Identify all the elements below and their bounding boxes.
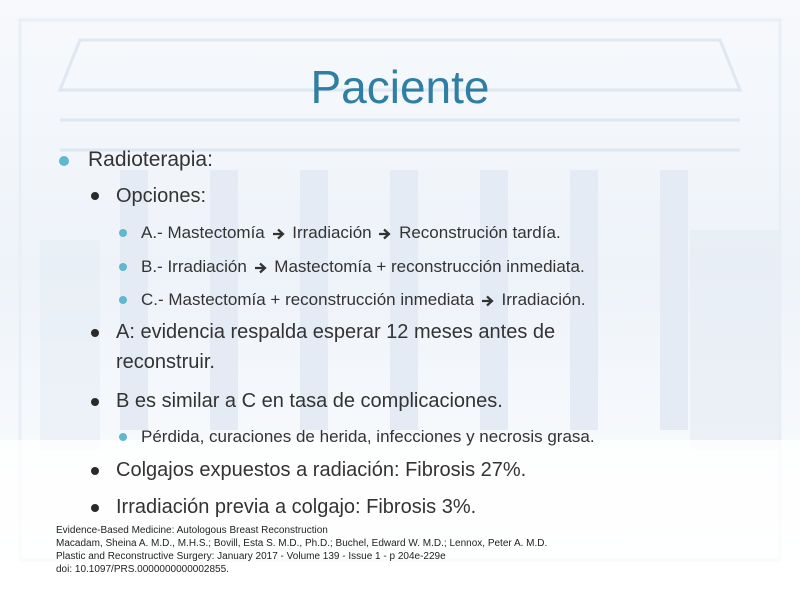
reference-authors: Macadam, Sheina A. M.D., M.H.S.; Bovill, Esta S. M.D., Ph.D.; Buchel, Edward W. M.D.; Lennox, Peter A. M.D. [56,538,548,549]
arrow-right-icon [378,228,392,240]
option-b-part1: B.- Irradiación [141,257,247,276]
bullet-dark [91,192,99,200]
reference-doi: doi: 10.1097/PRS.0000000000002855. [56,564,229,575]
bullet-teal [119,433,127,441]
option-a-part2: Irradiación [292,223,372,242]
bullet-opciones: Opciones: [116,185,207,207]
arrow-right-icon [481,295,495,307]
option-c-part2: Irradiación. [501,290,586,309]
bullet-dark [91,329,99,337]
bullet-evidencia-line1: A: evidencia respalda esperar 12 meses antes de [116,321,556,343]
arrow-right-icon [254,262,268,274]
arrow-right-icon [272,228,286,240]
reference-title: Evidence-Based Medicine: Autologous Breast Reconstruction [56,525,328,536]
option-a [141,223,561,243]
bullet-colgajos-expuestos: Colgajos expuestos a radiación: Fibrosis 27%. [116,459,527,481]
bullet-teal [119,229,127,237]
option-a-part1: A.- Mastectomía [141,223,265,242]
bullet-teal [119,296,127,304]
bullet-dark [91,504,99,512]
option-c-part1: C.- Mastectomía + reconstrucción inmediata [141,290,475,309]
bullet-evidencia-line2: reconstruir. [116,351,215,373]
bullet-dark [91,467,99,475]
option-a-part3: Reconstrución tardía. [399,223,561,242]
reference-journal: Plastic and Reconstructive Surgery: January 2017 - Volume 139 - Issue 1 - p 204e-229e [56,551,446,562]
bullet-complicaciones: Pérdida, curaciones de herida, infecciones y necrosis grasa. [141,427,595,446]
bullet-radioterapia: Radioterapia: [88,148,213,171]
bullet-irradiacion-previa: Irradiación previa a colgajo: Fibrosis 3%. [116,496,477,518]
references [56,524,547,576]
bullet-dark [91,398,99,406]
bullet-teal [119,263,127,271]
bullet-b-similar-c: B es similar a C en tasa de complicaciones. [116,390,503,412]
option-b-part2: Mastectomía + reconstrucción inmediata. [274,257,585,276]
option-b [141,257,585,277]
option-c [141,290,586,310]
slide-title: Paciente [310,61,490,113]
bullet-teal [59,156,69,166]
